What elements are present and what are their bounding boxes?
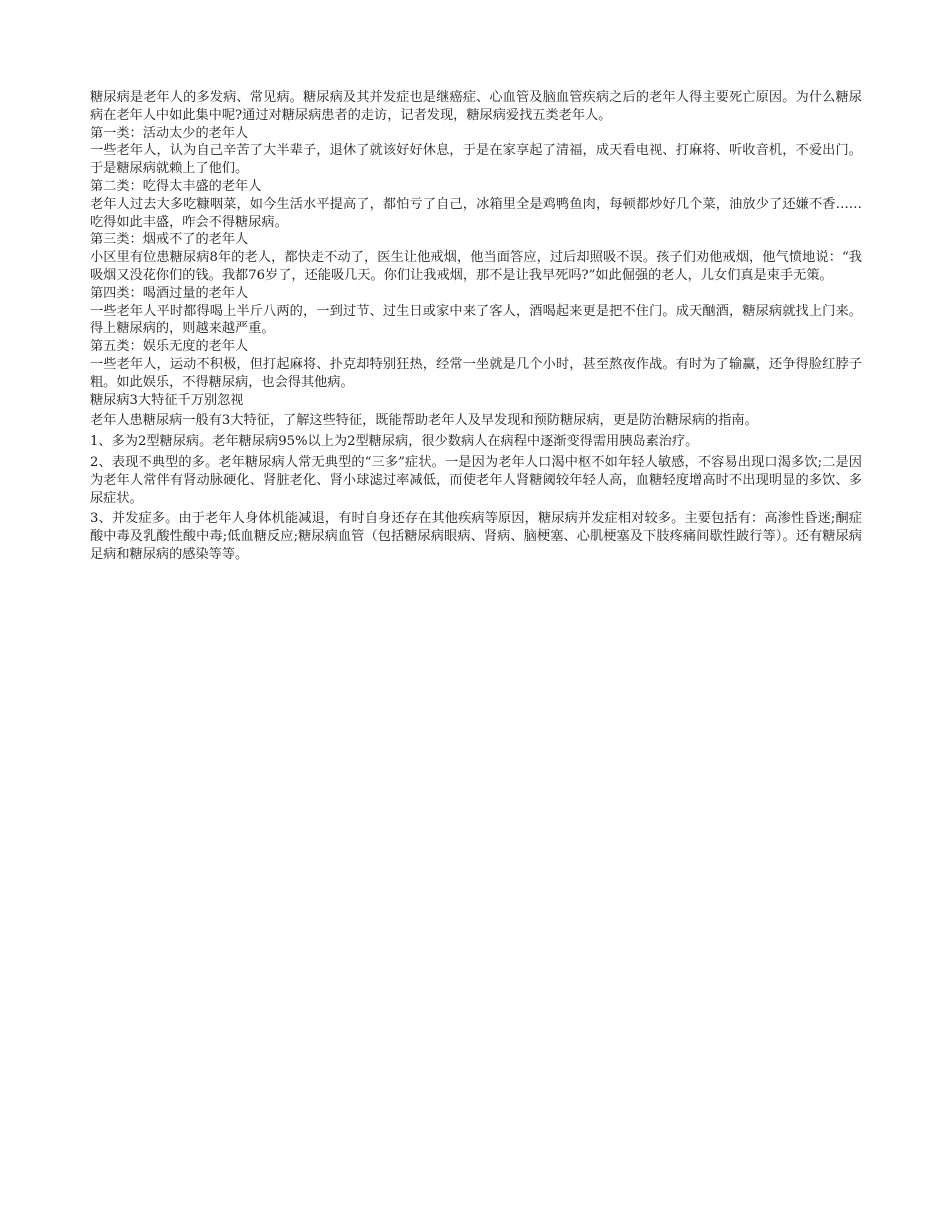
- section-heading-1: 第一类：活动太少的老年人: [90, 125, 249, 141]
- section-heading-2: 第二类：吃得太丰盛的老年人: [90, 178, 262, 194]
- section-paragraph-5: 一些老年人，运动不积极，但打起麻将、扑克却特别狂热，经常一坐就是几个小时，甚至熬夜作战。有时为了输赢，还争得脸红脖子粗。如此娱乐，不得糖尿病，也会得其他病。: [90, 356, 862, 390]
- document-body: [90, 89, 862, 564]
- feature-item-3: 3、并发症多。由于老年人身体机能减退，有时自身还存在其他疾病等原因，糖尿病并发症相对较多。主要包括有：高渗性昏迷;酮症酸中毒及乳酸性酸中毒;低血糖反应;糖尿病血管（包括糖尿病眼病、肾病、脑梗塞、心肌梗塞及下肢疼痛间歇性跛行等）。还有糖尿病足病和糖尿病的感染等等。: [90, 511, 862, 562]
- section-paragraph-3: 小区里有位患糖尿病8年的老人，都快走不动了，医生让他戒烟，他当面答应，过后却照吸不误。孩子们劝他戒烟，他气愤地说：“我吸烟又没花你们的钱。我都76岁了，还能吸几天。你们让我戒烟，那不是让我早死吗?”如此倔强的老人，儿女们真是束手无策。: [90, 250, 862, 283]
- section-paragraph-1: 一些老年人，认为自己辛苦了大半辈子，退休了就该好好休息，于是在家享起了清福，成天看电视、打麻将、听收音机，不爱出门。于是糖尿病就赖上了他们。: [90, 143, 862, 177]
- features-heading: 糖尿病3大特征千万别忽视: [90, 392, 244, 408]
- feature-item-2: 2、表现不典型的多。老年糖尿病人常无典型的“三多”症状。一是因为老年人口渴中枢不如年轻人敏感，不容易出现口渴多饮;二是因为老年人常伴有肾动脉硬化、肾脏老化、肾小球滤过率减低，而使老年人肾糖阈较年轻人高，血糖轻度增高时不出现明显的多饮、多尿症状。: [90, 454, 862, 506]
- features-intro-paragraph: 老年人患糖尿病一般有3大特征，了解这些特征，既能帮助老年人及早发现和预防糖尿病，更是防治糖尿病的指南。: [90, 413, 758, 429]
- intro-paragraph: 糖尿病是老年人的多发病、常见病。糖尿病及其并发症也是继癌症、心血管及脑血管疾病之后的老年人得主要死亡原因。为什么糖尿病在老年人中如此集中呢?通过对糖尿病患者的走访，记者发现，糖尿病爱找五类老年人。: [90, 90, 862, 123]
- section-heading-4: 第四类：喝酒过量的老年人: [90, 285, 249, 301]
- section-paragraph-2: 老年人过去大多吃糠咽菜，如今生活水平提高了，都怕亏了自己，冰箱里全是鸡鸭鱼肉，每顿都炒好几个菜，油放少了还嫌不香……吃得如此丰盛，咋会不得糖尿病。: [90, 196, 862, 230]
- section-heading-3: 第三类：烟戒不了的老年人: [90, 232, 249, 248]
- section-heading-5: 第五类：娱乐无度的老年人: [90, 339, 249, 355]
- section-paragraph-4: 一些老年人平时都得喝上半斤八两的，一到过节、过生日或家中来了客人，酒喝起来更是把不住门。成天酗酒，糖尿病就找上门来。得上糖尿病的，则越来越严重。: [90, 303, 862, 337]
- feature-item-1: 1、多为2型糖尿病。老年糖尿病95%以上为2型糖尿病，很少数病人在病程中逐渐变得需用胰岛素治疗。: [90, 434, 699, 450]
